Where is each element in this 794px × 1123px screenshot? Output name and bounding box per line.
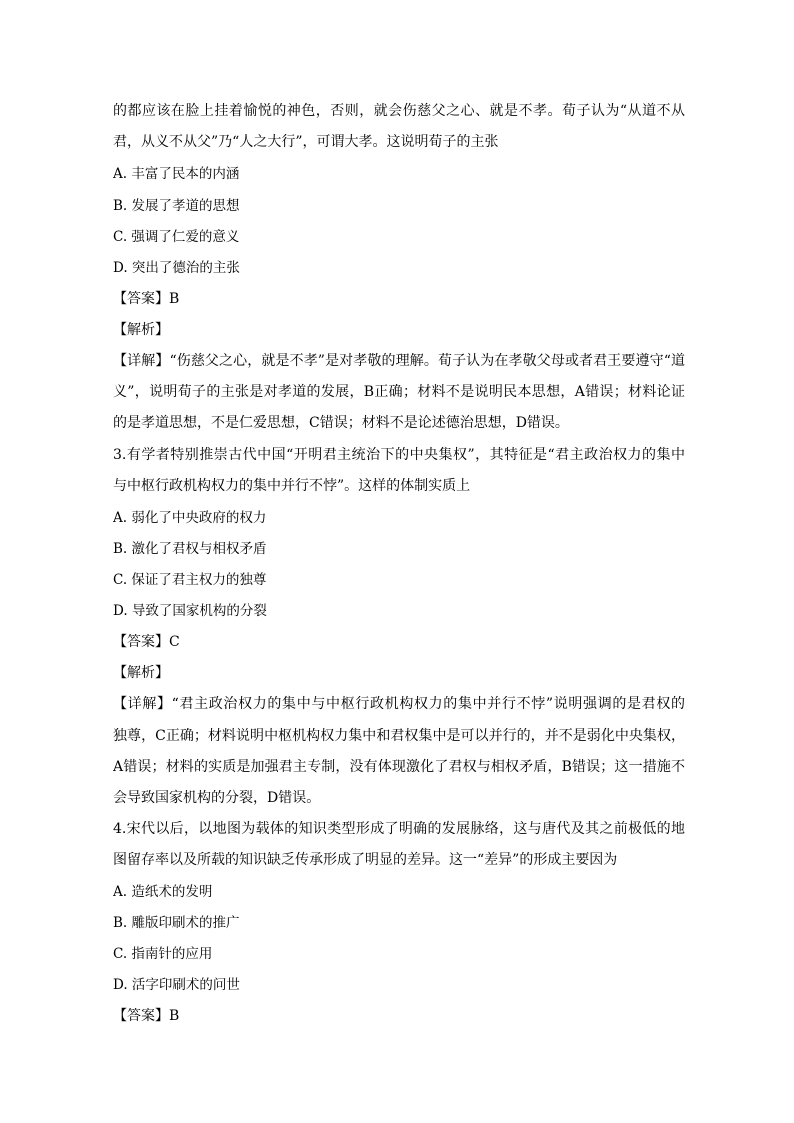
q2-option-a: A. 丰富了民本的内涵 <box>113 166 240 182</box>
q2-stem-line-1: 的都应该在脸上挂着愉悦的神色，否则，就会伤慈父之心、就是不孝。荀子认为“从道不从 <box>113 103 685 119</box>
q3-option-d: D. 导致了国家机构的分裂 <box>113 603 267 619</box>
q4-answer: 【答案】B <box>113 1008 180 1024</box>
q2-option-d: D. 突出了德治的主张 <box>113 260 240 276</box>
q4-option-d: D. 活字印刷术的问世 <box>113 977 240 993</box>
q3-detail-line-3: A错误；材料的实质是加强君主专制，没有体现激化了君权与相权矛盾，B错误；这一措施不 <box>113 759 685 775</box>
q3-stem-line-2: 与中枢行政机构权力的集中并行不悖”。这样的体制实质上 <box>113 478 471 494</box>
q3-answer: 【答案】C <box>113 634 180 650</box>
q3-stem-line-1: 3.有学者特别推崇古代中国“开明君主统治下的中央集权”，其特征是“君主政治权力的集中 <box>113 447 685 463</box>
q3-detail-line-1: 【详解】“君主政治权力的集中与中枢行政机构权力的集中并行不悖”说明强调的是君权的 <box>113 696 685 712</box>
q2-stem-line-2: 君，从义不从父”乃“人之大行”，可谓大孝。这说明荀子的主张 <box>113 134 499 150</box>
q4-option-a: A. 造纸术的发明 <box>113 884 213 900</box>
q4-stem-line-2: 图留存率以及所载的知识缺乏传承形成了明显的差异。这一“差异”的形成主要因为 <box>113 852 618 868</box>
q2-option-c: C. 强调了仁爱的意义 <box>113 229 240 245</box>
q4-option-c: C. 指南针的应用 <box>113 946 213 962</box>
q4-stem-line-1: 4.宋代以后，以地图为载体的知识类型形成了明确的发展脉络，这与唐代及其之前极低的地 <box>113 821 685 837</box>
q2-answer: 【答案】B <box>113 291 180 307</box>
q3-analysis-label: 【解析】 <box>113 665 169 681</box>
q2-detail-line-2: 义”，说明荀子的主张是对孝道的发展，B正确；材料不是说明民本思想，A错误；材料论证 <box>113 384 685 400</box>
q3-option-b: B. 激化了君权与相权矛盾 <box>113 541 267 557</box>
q2-detail-line-1: 【详解】“伤慈父之心，就是不孝”是对孝敬的理解。荀子认为在孝敬父母或者君王要遵守“道 <box>113 353 685 369</box>
q3-option-c: C. 保证了君主权力的独尊 <box>113 572 267 588</box>
q3-detail-line-4: 会导致国家机构的分裂，D错误。 <box>113 790 321 806</box>
q3-detail-line-2: 独尊，C正确；材料说明中枢机构权力集中和君权集中是可以并行的，并不是弱化中央集权， <box>113 728 685 744</box>
q2-analysis-label: 【解析】 <box>113 322 169 338</box>
q2-detail-line-3: 的是孝道思想，不是仁爱思想，C错误；材料不是论述德治思想，D错误。 <box>113 415 569 431</box>
q2-option-b: B. 发展了孝道的思想 <box>113 198 240 214</box>
q3-option-a: A. 弱化了中央政府的权力 <box>113 510 267 526</box>
q4-option-b: B. 雕版印刷术的推广 <box>113 915 240 931</box>
